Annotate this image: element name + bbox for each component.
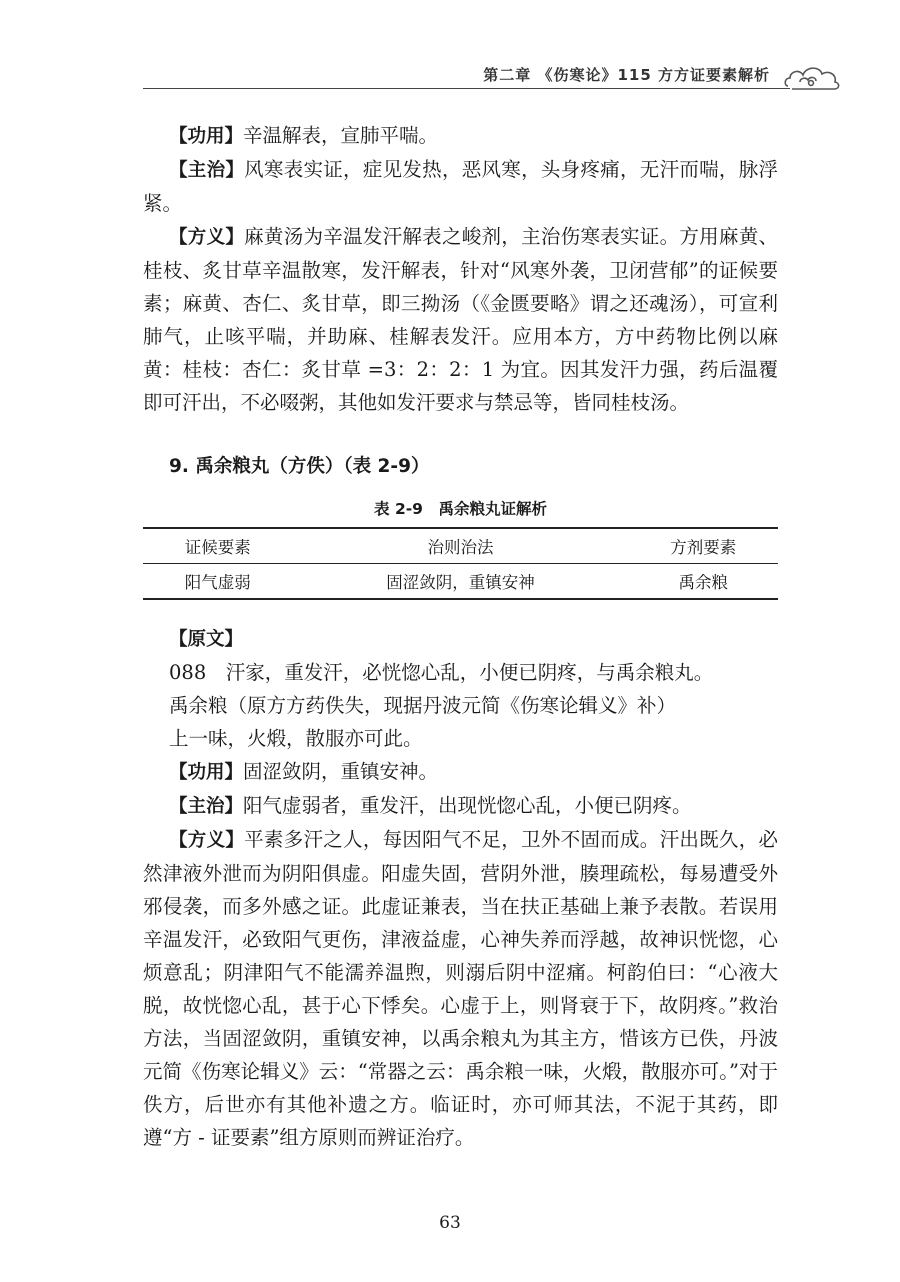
- table-cell: 阳气虚弱: [184, 573, 251, 592]
- table-header-row: [143, 528, 778, 564]
- running-title: 第二章 《伤寒论》115 方方证要素解析: [483, 66, 770, 84]
- cloud-ornament-icon: [782, 60, 842, 92]
- table-header-cell: 方剂要素: [670, 538, 737, 557]
- fangyi-text: 麻黄汤为辛温发汗解表之峻剂，主治伤寒表实证。方用麻黄、桂枝、炙甘草辛温散寒，发汗解表，针对“风寒外袭，卫闭营郁”的证候要素；麻黄、杏仁、炙甘草，即三拗汤（《金匮要略》谓之还魂汤），可宣利肺气，止咳平喘，并助麻、桂解表发汗。应用本方，方中药物比例以麻黄：桂枝：杏仁：炙甘草 =3：2：2：1 为宜。因其发汗力强，药后温覆即可汗出，不必啜粥，其他如发汗要求与禁忌等，皆同桂枝汤。: [143, 225, 778, 414]
- table-row: [143, 564, 778, 600]
- fangyi-tag: 【方义】: [169, 830, 245, 851]
- gongyong-paragraph: [143, 119, 778, 153]
- zhuzhi-tag: 【主治】: [169, 796, 244, 817]
- table-cell: 禹余粮: [678, 573, 729, 592]
- gongyong-tag: 【功用】: [169, 762, 244, 783]
- table-header-cell: 证候要素: [184, 538, 251, 557]
- running-header: [0, 58, 900, 92]
- section-mahuang: [143, 119, 778, 419]
- table-cell: 固涩敛阴，重镇安神: [386, 573, 535, 592]
- table-header-cell: 治则治法: [427, 538, 494, 557]
- yuanwen-line: 上一味，火煅，散服亦可此。: [169, 727, 423, 750]
- section-heading: 9. 禹余粮丸（方佚）（表 2-9）: [169, 456, 430, 477]
- page-number: 63: [439, 1213, 461, 1233]
- zhuzhi-paragraph: [143, 789, 778, 823]
- section-yuyuliang: [143, 450, 778, 1154]
- gongyong-text: 辛温解表，宣肺平喘。: [243, 124, 439, 147]
- fangyi-text: 平素多汗之人，每因阳气不足，卫外不固而成。汗出既久，必然津液外泄而为阴阳俱虚。阳虚失固，营阴外泄，腠理疏松，每易遭受外邪侵袭，而多外感之证。此虚证兼表，当在扶正基础上兼予表散。若误用辛温发汗，必致阳气更伤，津液益虚，心神失养而浮越，故神识恍惚，心烦意乱；阴津阳气不能濡养温煦，则溺后阴中涩痛。柯韵伯曰：“心液大脱，故恍惚心乱，甚于心下悸矣。心虚于上，则肾衰于下，故阴疼。”救治方法，当固涩敛阴，重镇安神，以禹余粮丸为其主方，惜该方已佚，丹波元简《伤寒论辑义》云：“常器之云：禹余粮一味，火煅，散服亦可。”对于佚方，后世亦有其他补遗之方。临证时，亦可师其法，不泥于其药，即遵“方 - 证要素”组方原则而辨证治疗。: [143, 828, 778, 1149]
- zhuzhi-text: 风寒表实证，症见发热，恶风寒，头身疼痛，无汗而喘，脉浮紧。: [143, 158, 778, 215]
- fangyi-paragraph: [143, 823, 778, 1154]
- yuanwen-line: 禹余粮（原方方药佚失，现据丹波元简《伤寒论辑义》补）: [169, 694, 677, 717]
- gongyong-paragraph: [143, 755, 778, 789]
- yuanwen-tag: 【原文】: [169, 629, 244, 650]
- header-rule: [143, 88, 790, 89]
- analysis-table: [143, 527, 778, 600]
- fangyi-tag: 【方义】: [169, 227, 245, 248]
- zhuzhi-tag: 【主治】: [169, 160, 245, 181]
- zhuzhi-paragraph: [143, 153, 778, 220]
- gongyong-text: 固涩敛阴，重镇安神。: [243, 760, 439, 783]
- yuanwen-line: 088 汗家，重发汗，必恍惚心乱，小便已阴疼，与禹余粮丸。: [169, 661, 714, 684]
- gongyong-tag: 【功用】: [169, 126, 244, 147]
- table-caption: 表 2-9 禹余粮丸证解析: [374, 500, 547, 518]
- fangyi-paragraph: [143, 220, 778, 419]
- yuanwen-paragraph: [143, 622, 778, 656]
- zhuzhi-text: 阳气虚弱者，重发汗，出现恍惚心乱，小便已阴疼。: [243, 794, 692, 817]
